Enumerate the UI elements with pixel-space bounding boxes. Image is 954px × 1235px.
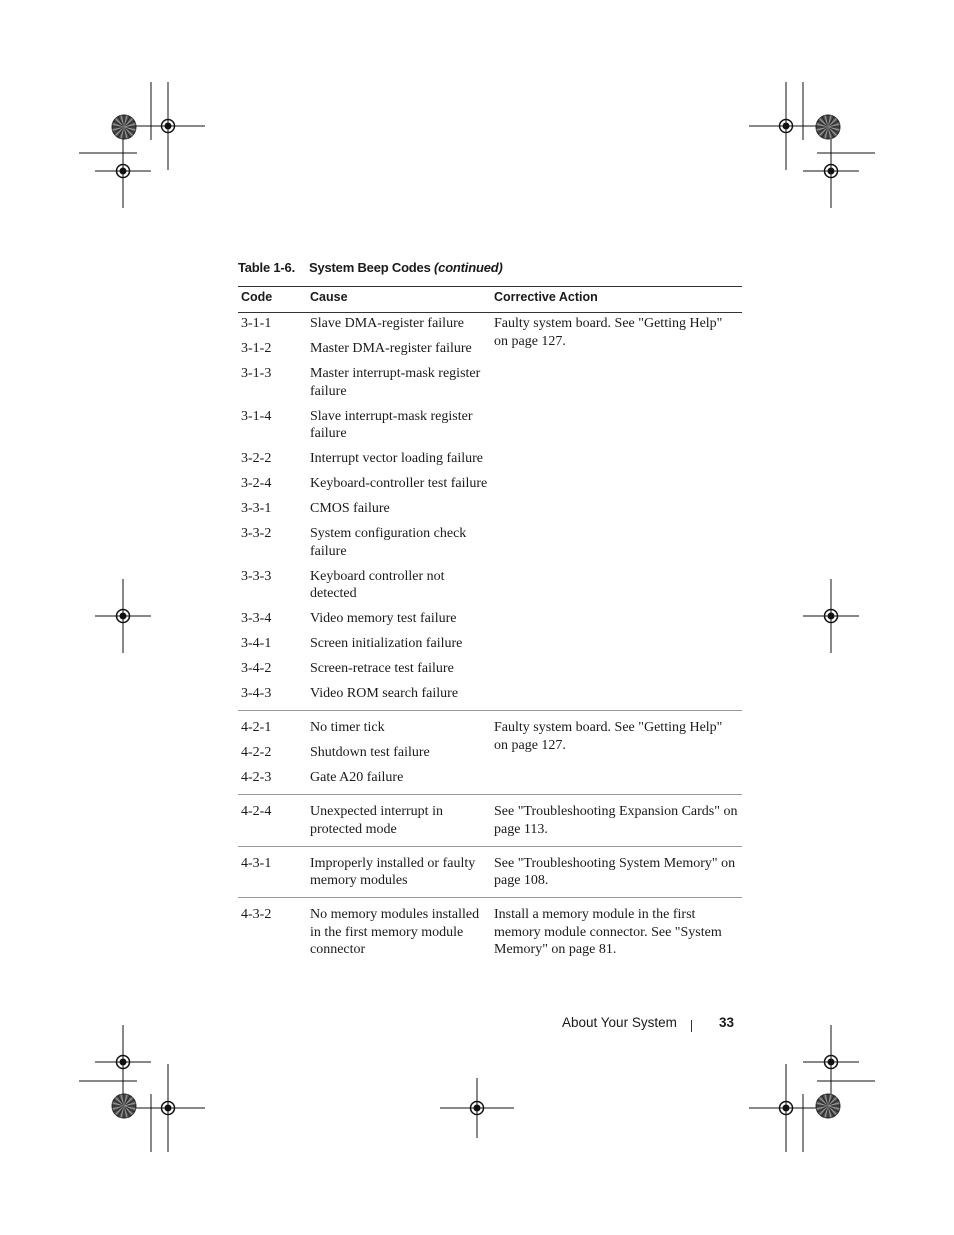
- crosshair-dot: [828, 613, 835, 620]
- cell-cause: Slave DMA-register failure: [310, 316, 464, 331]
- table-row: [238, 711, 742, 745]
- table-row: [238, 795, 742, 847]
- cell-code: 4-2-4: [238, 795, 307, 847]
- cell-cause: Shutdown test failure: [310, 745, 430, 760]
- crosshair-dot: [828, 1059, 835, 1066]
- crosshair-dot: [783, 123, 790, 130]
- cell-code: 3-4-1: [241, 636, 272, 651]
- header-cause: Cause: [307, 287, 491, 313]
- cell-code: 3-4-3: [241, 686, 272, 701]
- table-caption-continued: (continued): [434, 260, 503, 275]
- table-row: [238, 898, 742, 967]
- header-corrective-action: Corrective Action: [491, 287, 742, 313]
- footer-section-title: About Your System: [562, 1015, 677, 1030]
- crosshair-dot: [165, 1105, 172, 1112]
- cell-code: 4-3-2: [238, 898, 307, 967]
- table-row: [238, 313, 742, 341]
- crosshair-dot: [120, 168, 127, 175]
- beep-codes-table: [238, 286, 742, 966]
- crosshair-dot: [165, 123, 172, 130]
- cell-corrective-action: Faulty system board. See "Getting Help" on page 127.: [491, 711, 742, 795]
- cell-code: 4-2-1: [238, 711, 307, 745]
- cell-corrective-action: Install a memory module in the first memory module connector. See "System Memory" on page 81.: [491, 898, 742, 967]
- cell-code: 3-1-1: [241, 316, 272, 331]
- cell-cause: Interrupt vector loading failure: [310, 451, 483, 466]
- cell-cause: System configuration check failure: [310, 526, 467, 559]
- table-caption-label: Table 1-6.: [238, 260, 296, 275]
- table-header-row: [238, 287, 742, 313]
- crosshair-dot: [474, 1105, 481, 1112]
- cell-code: 4-3-1: [238, 846, 307, 898]
- footer-separator: [691, 1020, 692, 1032]
- cell-cause: Master interrupt-mask register failure: [310, 366, 481, 399]
- cell-code: 3-2-2: [241, 451, 272, 466]
- cell-cause: Video ROM search failure: [310, 686, 459, 701]
- cell-cause: Improperly installed or faulty memory modules: [307, 846, 491, 898]
- cell-cause: Video memory test failure: [310, 611, 457, 626]
- cell-code: 3-1-2: [241, 341, 272, 356]
- cell-code: 3-2-4: [241, 476, 272, 491]
- cell-code: 3-3-2: [241, 526, 272, 541]
- cell-cause: No timer tick: [307, 711, 491, 745]
- cell-cause: Screen initialization failure: [310, 636, 463, 651]
- table-caption-title: System Beep Codes: [309, 260, 431, 275]
- page-number: 33: [719, 1015, 735, 1030]
- cell-corrective-action: See "Troubleshooting System Memory" on page 108.: [491, 846, 742, 898]
- cell-code: 4-2-2: [241, 745, 272, 760]
- crosshair-dot: [828, 168, 835, 175]
- cell-cause: No memory modules installed in the first memory module connector: [307, 898, 491, 967]
- cell-code: 3-3-1: [241, 501, 272, 516]
- cell-cause: Unexpected interrupt in protected mode: [307, 795, 491, 847]
- page-footer: [562, 1015, 735, 1030]
- table-row: [238, 846, 742, 898]
- crosshair-dot: [783, 1105, 790, 1112]
- cell-cause: Slave interrupt-mask register failure: [310, 408, 473, 441]
- table-caption: [238, 260, 503, 275]
- header-code: Code: [238, 287, 307, 313]
- cell-cause: Keyboard-controller test failure: [310, 476, 488, 491]
- table-body: [238, 313, 742, 967]
- cell-cause: Master DMA-register failure: [310, 341, 472, 356]
- crosshair-dot: [120, 613, 127, 620]
- cell-corrective-action: See "Troubleshooting Expansion Cards" on page 113.: [491, 795, 742, 847]
- cell-corrective-action: Faulty system board. See "Getting Help" on page 127.: [494, 316, 723, 349]
- cell-cause: CMOS failure: [310, 501, 390, 516]
- cell-code: 3-1-3: [241, 366, 272, 381]
- cell-code: 3-4-2: [241, 661, 272, 676]
- crosshair-dot: [120, 1059, 127, 1066]
- cell-cause: Gate A20 failure: [310, 770, 404, 785]
- cell-code: 4-2-3: [241, 770, 272, 785]
- cell-code: 3-3-3: [241, 568, 272, 584]
- cell-cause: Keyboard controller not detected: [310, 568, 445, 601]
- cell-cause: Screen-retrace test failure: [310, 661, 454, 676]
- cell-code: 3-1-4: [241, 408, 272, 424]
- cell-code: 3-3-4: [241, 611, 272, 626]
